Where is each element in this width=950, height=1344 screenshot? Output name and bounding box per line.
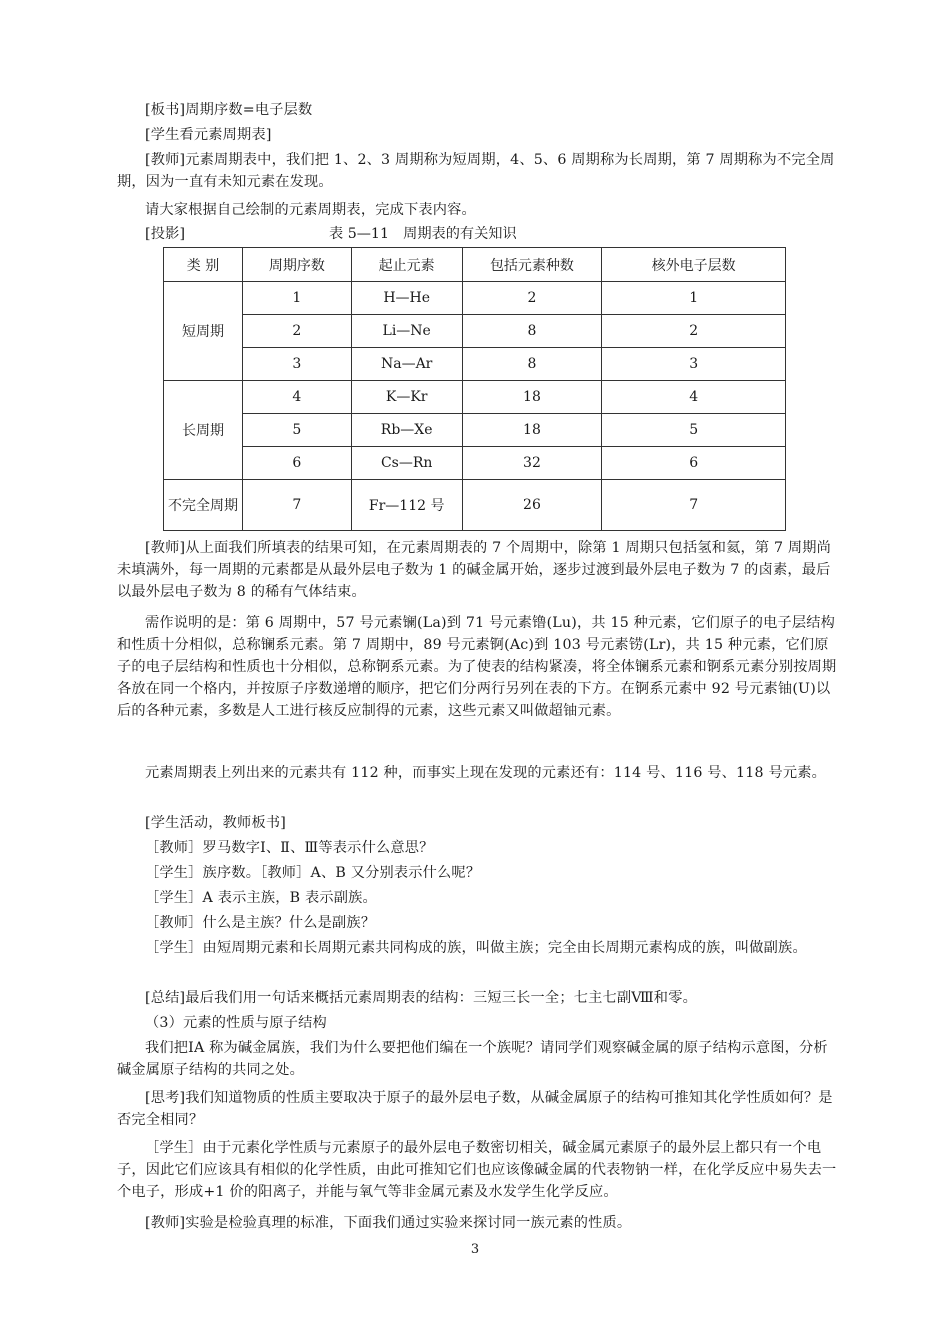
period-cell: 2 <box>242 315 351 348</box>
shells-cell: 7 <box>602 480 786 531</box>
count-cell: 32 <box>462 447 602 480</box>
paragraph-projection-label: [投影] <box>145 226 186 242</box>
count-cell: 2 <box>462 282 602 315</box>
shells-cell: 2 <box>602 315 786 348</box>
header-shells: 核外电子层数 <box>602 248 786 282</box>
table-row <box>164 282 786 315</box>
range-cell: K—Kr <box>351 381 462 414</box>
count-cell: 18 <box>462 381 602 414</box>
shells-cell: 6 <box>602 447 786 480</box>
period-cell: 5 <box>242 414 351 447</box>
category-cell: 不完全周期 <box>164 480 243 531</box>
range-cell: Cs—Rn <box>351 447 462 480</box>
paragraph-lanthanides: 需作说明的是：第 6 周期中，57 号元素镧(La)到 71 号元素镥(Lu)，共 15 种元素，它们原子的电子层结构和性质十分相似，总称镧系元素。第 7 周期中，89 号元素锕(Ac)到 103 号元素铹(Lr)，共 15 种元素，它们原子的电子层结构和性质也十分相似，总称锕系元素。为了使表的结构紧凑，将全体镧系元素和锕系元素分别按周期各放在同一个格内，并按原子序数递增的顺序，把它们分两行另列在表的下方。在锕系元素中 92 号元素铀(U)以后的各种元素，多数是人工进行核反应制得的元素，这些元素又叫做超铀元素。 <box>117 615 837 719</box>
paragraph-teacher-summary: [教师]从上面我们所填表的结果可知，在元素周期表的 7 个周期中，除第 1 周期只包括氢和氦，第 7 周期尚未填满外，每一周期的元素都是从最外层电子数为 1 的碱金属开始，逐步过渡到最外层电子数为 7 的卤素，最后以最外层电子数为 8 的稀有气体结束。 <box>117 540 832 600</box>
header-count: 包括元素种数 <box>462 248 602 282</box>
range-cell: H—He <box>351 282 462 315</box>
table-caption: 表 5—11 周期表的有关知识 <box>329 226 517 242</box>
category-cell: 长周期 <box>164 381 243 480</box>
table-header-row <box>164 248 786 282</box>
header-category: 类 别 <box>164 248 243 282</box>
paragraph-experiment: [教师]实验是检验真理的标准，下面我们通过实验来探讨同一族元素的性质。 <box>145 1215 632 1231</box>
page-number: 3 <box>470 1242 480 1257</box>
header-period: 周期序数 <box>242 248 351 282</box>
period-cell: 7 <box>242 480 351 531</box>
range-cell: Rb—Xe <box>351 414 462 447</box>
table-row <box>164 381 786 414</box>
table-row <box>164 447 786 480</box>
paragraph-activity: [学生活动，教师板书] <box>145 815 286 831</box>
count-cell: 18 <box>462 414 602 447</box>
paragraph-roman-numerals: ［教师］罗马数字Ⅰ、Ⅱ、Ⅲ等表示什么意思？ <box>145 840 434 856</box>
table-row <box>164 414 786 447</box>
category-cell: 短周期 <box>164 282 243 381</box>
range-cell: Na—Ar <box>351 348 462 381</box>
shells-cell: 4 <box>602 381 786 414</box>
period-cell: 1 <box>242 282 351 315</box>
paragraph-teacher-periods: [教师]元素周期表中，我们把 1、2、3 周期称为短周期，4、5、6 周期称为长周期，第 7 周期称为不完全周期，因为一直有未知元素在发现。 <box>117 152 835 190</box>
paragraph-board-note: [板书]周期序数=电子层数 <box>145 102 313 118</box>
table-row <box>164 348 786 381</box>
range-cell: Li—Ne <box>351 315 462 348</box>
paragraph-conclusion: [总结]最后我们用一句话来概括元素周期表的结构：三短三长一全；七主七副Ⅷ和零。 <box>145 990 697 1006</box>
paragraph-student-look: [学生看元素周期表] <box>145 127 272 143</box>
period-cell: 3 <box>242 348 351 381</box>
shells-cell: 3 <box>602 348 786 381</box>
paragraph-group-number: ［学生］族序数。［教师］A、B 又分别表示什么呢？ <box>145 865 481 881</box>
paragraph-think: [思考]我们知道物质的性质主要取决于原子的最外层电子数，从碱金属原子的结构可推知其化学性质如何？是否完全相同？ <box>117 1090 833 1128</box>
header-range: 起止元素 <box>351 248 462 282</box>
paragraph-instruction: 请大家根据自己绘制的元素周期表，完成下表内容。 <box>145 202 476 218</box>
paragraph-main-sub-answer: ［学生］由短周期元素和长周期元素共同构成的族，叫做主族；完全由长周期元素构成的族，叫做副族。 <box>145 940 807 956</box>
period-cell: 6 <box>242 447 351 480</box>
count-cell: 26 <box>462 480 602 531</box>
period-cell: 4 <box>242 381 351 414</box>
paragraph-main-sub-question: ［教师］什么是主族？什么是副族？ <box>145 915 376 931</box>
range-cell: Fr—112 号 <box>351 480 462 531</box>
table-row <box>164 480 786 531</box>
periodic-table-summary <box>163 247 786 531</box>
table-row <box>164 315 786 348</box>
section-heading: （3）元素的性质与原子结构 <box>145 1015 327 1031</box>
shells-cell: 1 <box>602 282 786 315</box>
paragraph-element-count: 元素周期表上列出来的元素共有 112 种，而事实上现在发现的元素还有：114 号、116 号、118 号元素。 <box>145 765 826 781</box>
paragraph-alkali-group: 我们把ⅠA 称为碱金属族，我们为什么要把他们编在一个族呢？请同学们观察碱金属的原子结构示意图，分析碱金属原子结构的共同之处。 <box>117 1040 828 1078</box>
paragraph-ab-meaning: ［学生］A 表示主族，B 表示副族。 <box>145 890 377 906</box>
count-cell: 8 <box>462 348 602 381</box>
paragraph-student-answer: ［学生］由于元素化学性质与元素原子的最外层电子数密切相关，碱金属元素原子的最外层上都只有一个电子，因此它们应该具有相似的化学性质，由此可推知它们也应该像碱金属的代表物钠一样，在化学反应中易失去一个电子，形成+1 价的阳离子，并能与氧气等非金属元素及水发学生化学反应。 <box>117 1140 837 1200</box>
shells-cell: 5 <box>602 414 786 447</box>
count-cell: 8 <box>462 315 602 348</box>
